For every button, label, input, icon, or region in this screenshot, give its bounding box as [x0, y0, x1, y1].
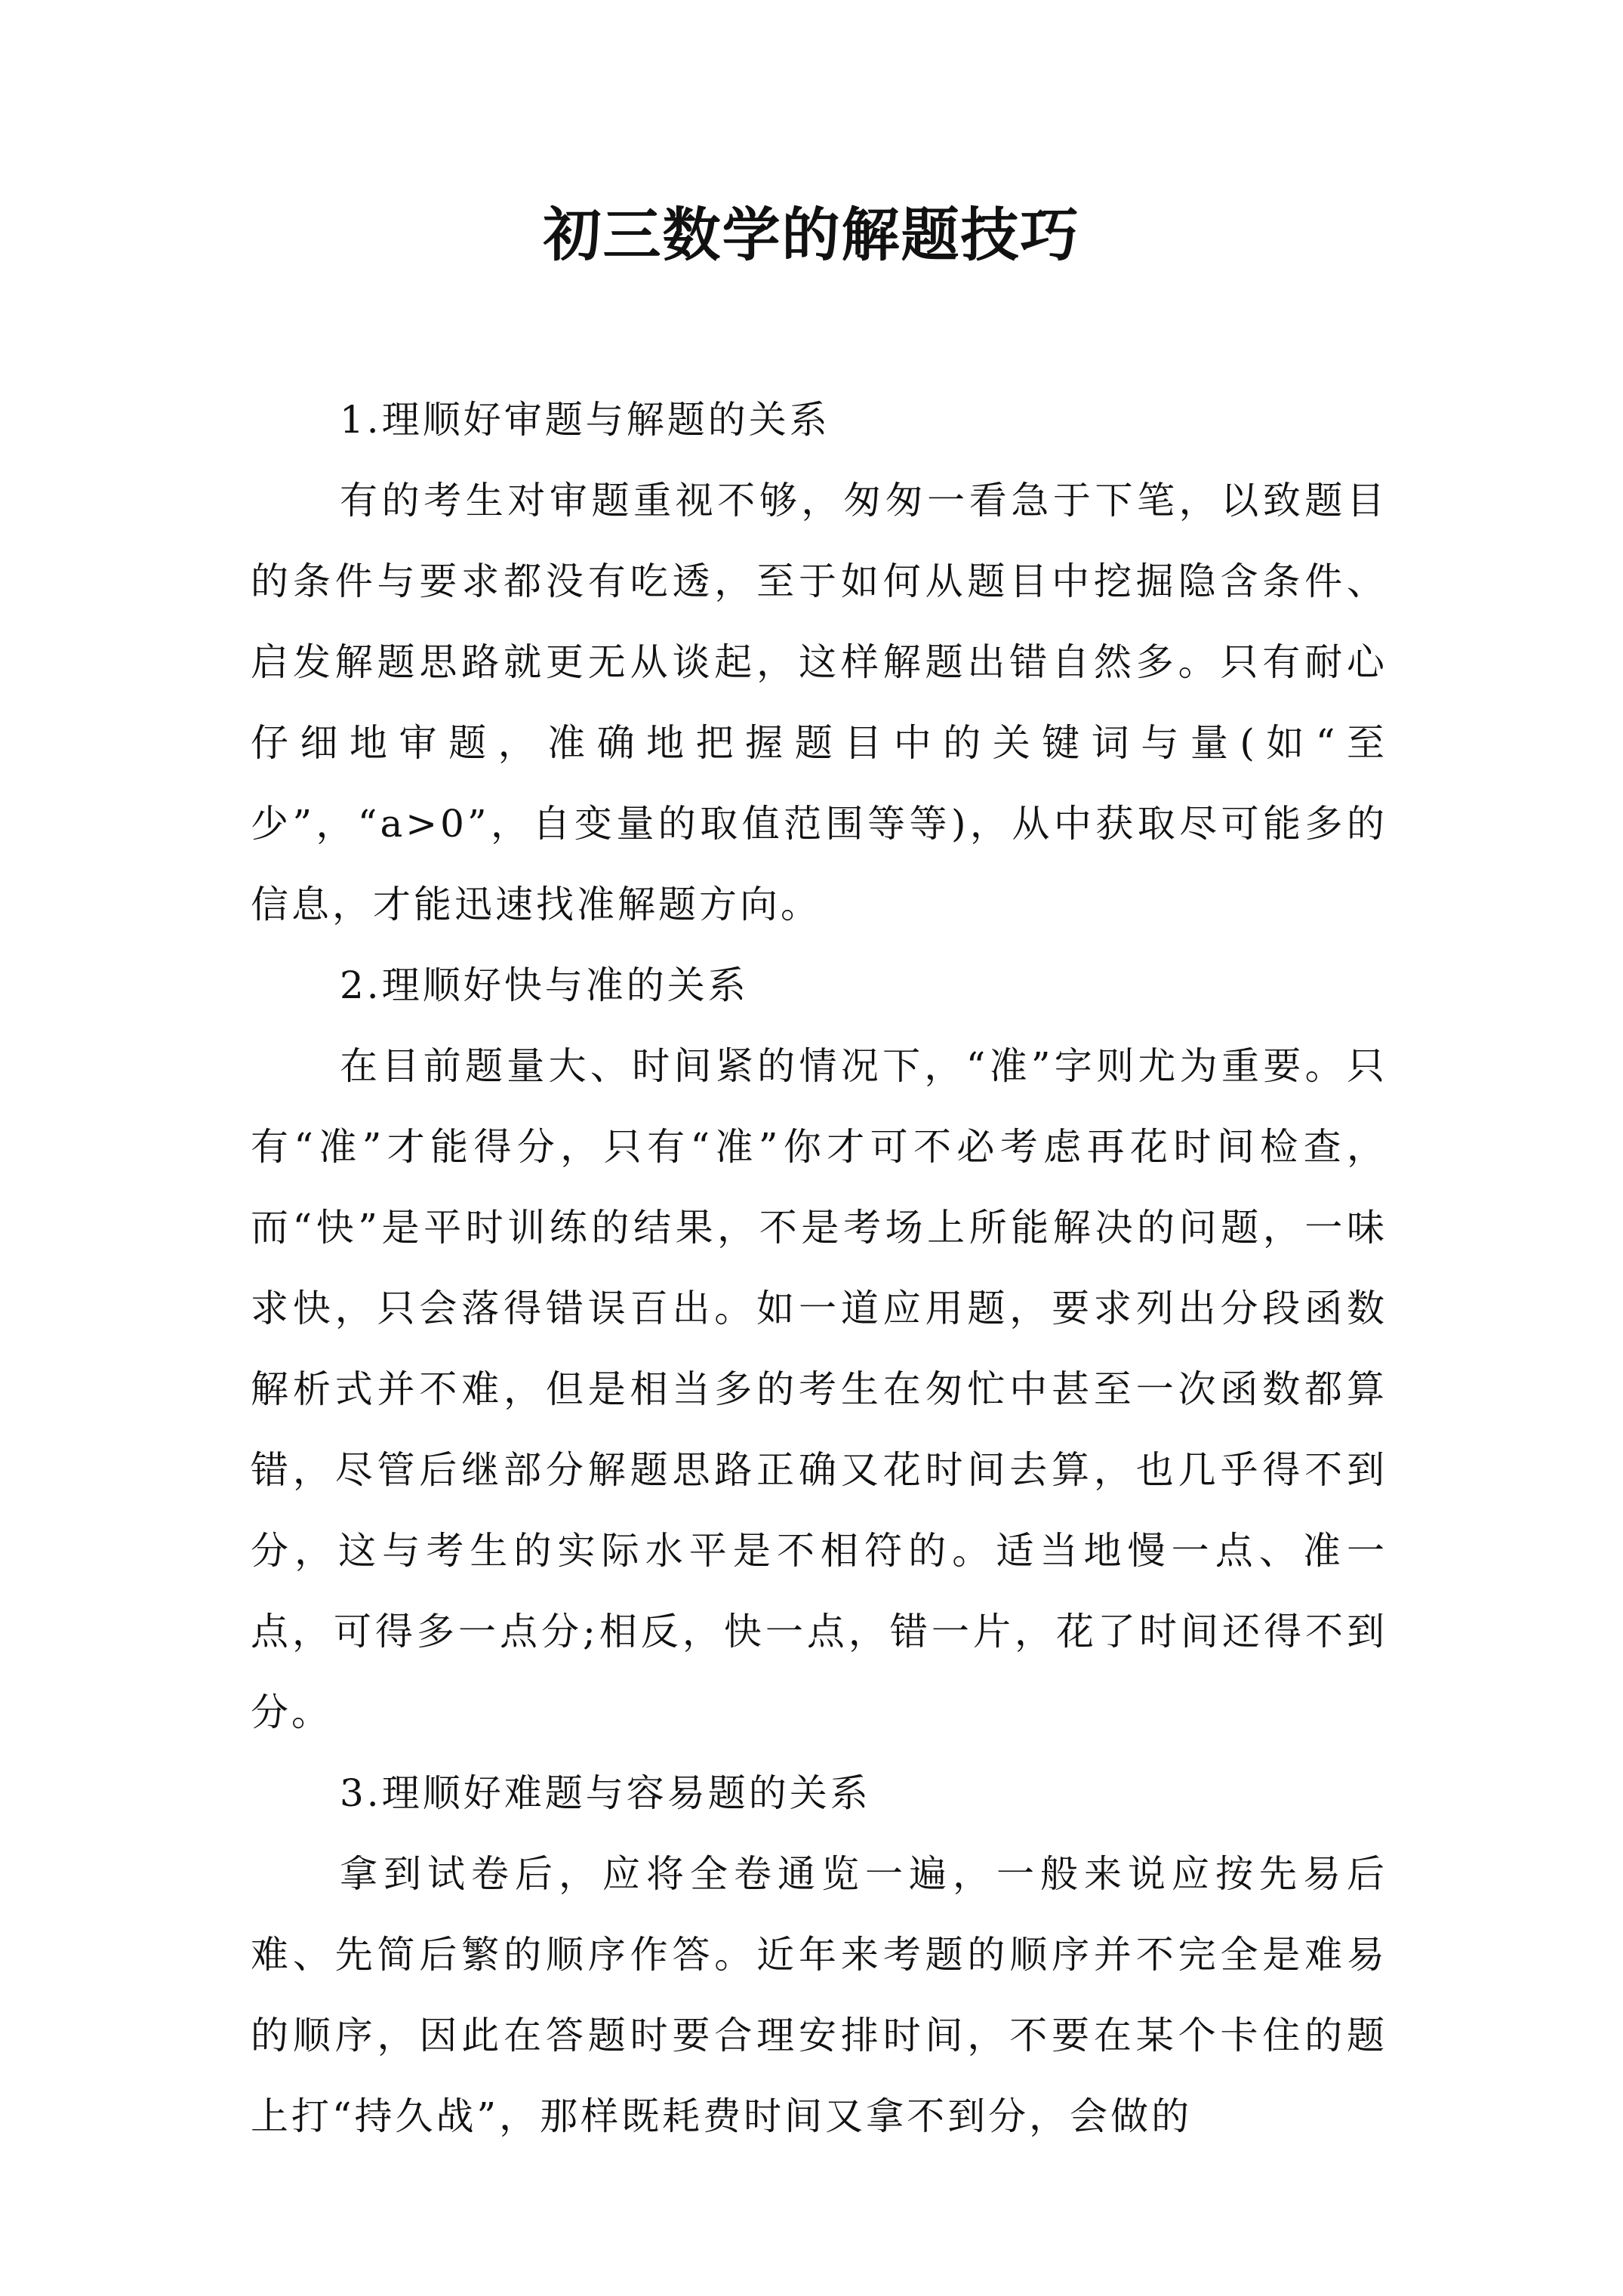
section-heading-1: 1.理顺好审题与解题的关系	[340, 398, 830, 442]
paragraph: 拿到试卷后，应将全卷通览一遍，一般来说应按先易后难、先简后繁的顺序作答。近年来考题的顺序并不完全是难易的顺序，因此在答题时要合理安排时间，不要在某个卡住的题上打“持久战”，那样既耗费时间又拿不到分，会做的	[251, 1852, 1387, 2138]
page-title: 初三数学的解题技巧	[543, 202, 1080, 270]
paragraph: 有的考生对审题重视不够，匆匆一看急于下笔，以致题目的条件与要求都没有吃透，至于如何从题目中挖掘隐含条件、启发解题思路就更无从谈起，这样解题出错自然多。只有耐心仔细地审题，准确地把握题目中的关键词与量(如“至少”，“a>0”，自变量的取值范围等等)，从中获取尽可能多的信息，才能迅速找准解题方向。	[251, 479, 1387, 926]
section-heading-2: 2.理顺好快与准的关系	[340, 963, 749, 1007]
section-heading-3: 3.理顺好难题与容易题的关系	[340, 1771, 871, 1815]
document-body	[251, 380, 1387, 2157]
paragraph: 在目前题量大、时间紧的情况下，“准”字则尤为重要。只有“准”才能得分，只有“准”你才可不必考虑再花时间检查，而“快”是平时训练的结果，不是考场上所能解决的问题，一味求快，只会落得错误百出。如一道应用题，要求列出分段函数解析式并不难，但是相当多的考生在匆忙中甚至一次函数都算错，尽管后继部分解题思路正确又花时间去算，也几乎得不到分，这与考生的实际水平是不相符的。适当地慢一点、准一点，可得多一点分;相反，快一点，错一片，花了时间还得不到分。	[251, 1044, 1387, 1734]
